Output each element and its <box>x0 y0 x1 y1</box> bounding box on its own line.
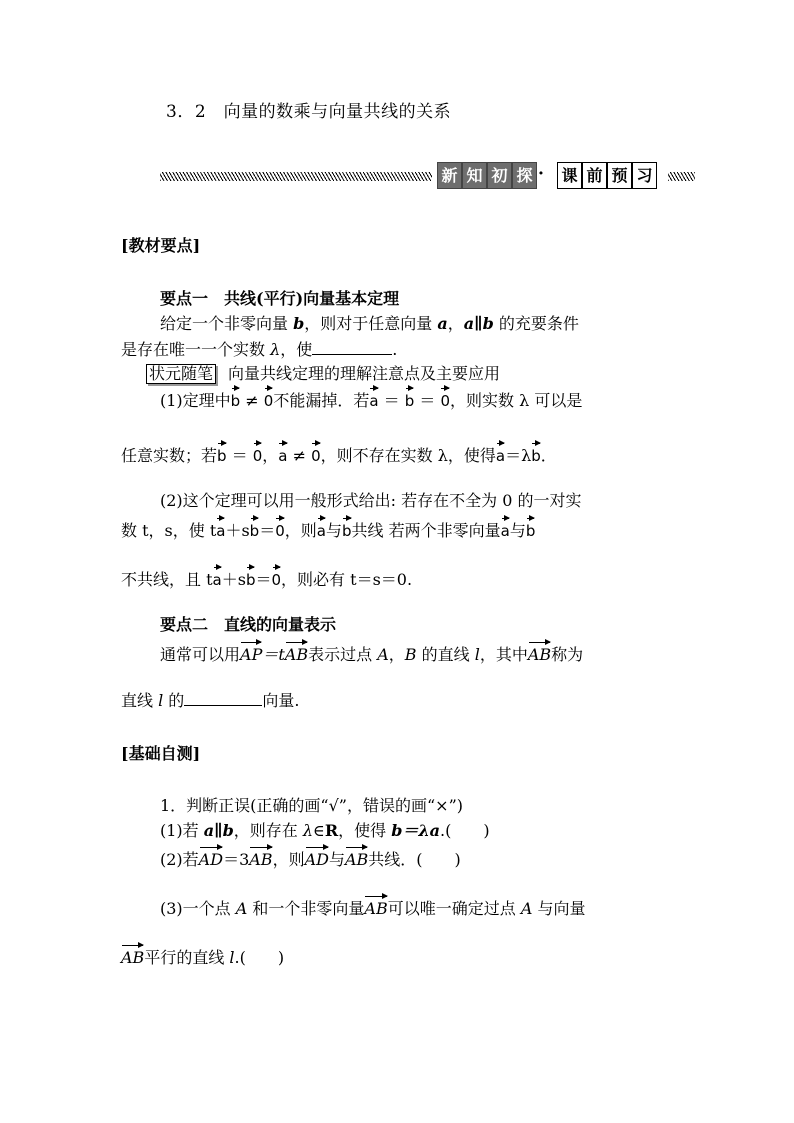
page-title: 3．2 向量的数乘与向量共线的关系 <box>166 102 452 122</box>
note-item-2-line3: 不共线，且 ta＋sb＝0，则必有 t＝s＝0. <box>121 563 412 590</box>
point1-line2: 是存在唯一一个实数 λ，使 . <box>121 340 398 359</box>
question-1-item-1: (1)若 a∥b，则存在 λ∈R，使得 b＝λa.( ) <box>160 821 490 840</box>
banner-char: 预 <box>607 162 632 189</box>
question-1-item-3-line2: AB平行的直线 l.( ) <box>121 941 284 968</box>
banner-char: 前 <box>582 162 607 189</box>
fill-blank <box>184 691 262 706</box>
banner-char: 习 <box>632 162 657 189</box>
note-item-2-line2: 数 t，s，使 ta＋sb＝0，则a与b共线 若两个非零向量a与b <box>121 514 535 541</box>
banner-char: 新 <box>437 162 462 189</box>
banner-separator: · <box>538 164 544 184</box>
notes-box <box>146 361 500 384</box>
note-item-2-line1: (2)这个定理可以用一般形式给出: 若存在不全为 0 的一对实 <box>160 491 582 510</box>
point2-line2: 直线 l 的 向量. <box>121 691 300 710</box>
fill-blank <box>312 340 392 355</box>
section-banner <box>160 160 695 194</box>
note-item-1-line1: (1)定理中b ≠ 0不能漏掉．若a ＝ b ＝ 0，则实数 λ 可以是 <box>160 384 582 411</box>
point1-heading: 要点一 共线(平行)向量基本定理 <box>160 289 400 308</box>
section-heading-textbook-points: [教材要点] <box>121 236 201 255</box>
section-heading-self-test: [基础自测] <box>121 744 201 763</box>
banner-hatch-left <box>160 172 432 181</box>
banner-char: 知 <box>462 162 487 189</box>
notes-title: 向量共线定理的理解注意点及主要应用 <box>228 364 501 383</box>
banner-char: 探 <box>512 162 537 189</box>
point1-line1: 给定一个非零向量 b，则对于任意向量 a，a∥b 的充要条件 <box>160 314 579 333</box>
question-1-item-2: (2)若AD＝3AB，则AD与AB共线．( ) <box>160 843 461 870</box>
banner-hatch-right <box>668 172 695 181</box>
question-1: 1．判断正误(正确的画“√”，错误的画“×”) <box>160 796 463 815</box>
banner-char: 初 <box>487 162 512 189</box>
point2-line1: 通常可以用AP＝tAB表示过点 A，B 的直线 l，其中AB称为 <box>160 638 583 665</box>
banner-char: 课 <box>557 162 582 189</box>
notes-label: 状元随笔 <box>146 364 216 384</box>
point2-heading: 要点二 直线的向量表示 <box>160 615 337 634</box>
question-1-item-3-line1: (3)一个点 A 和一个非零向量AB可以唯一确定过点 A 与向量 <box>160 892 585 919</box>
note-item-1-line2: 任意实数；若b ＝ 0，a ≠ 0，则不存在实数 λ，使得a＝λb． <box>121 439 557 466</box>
